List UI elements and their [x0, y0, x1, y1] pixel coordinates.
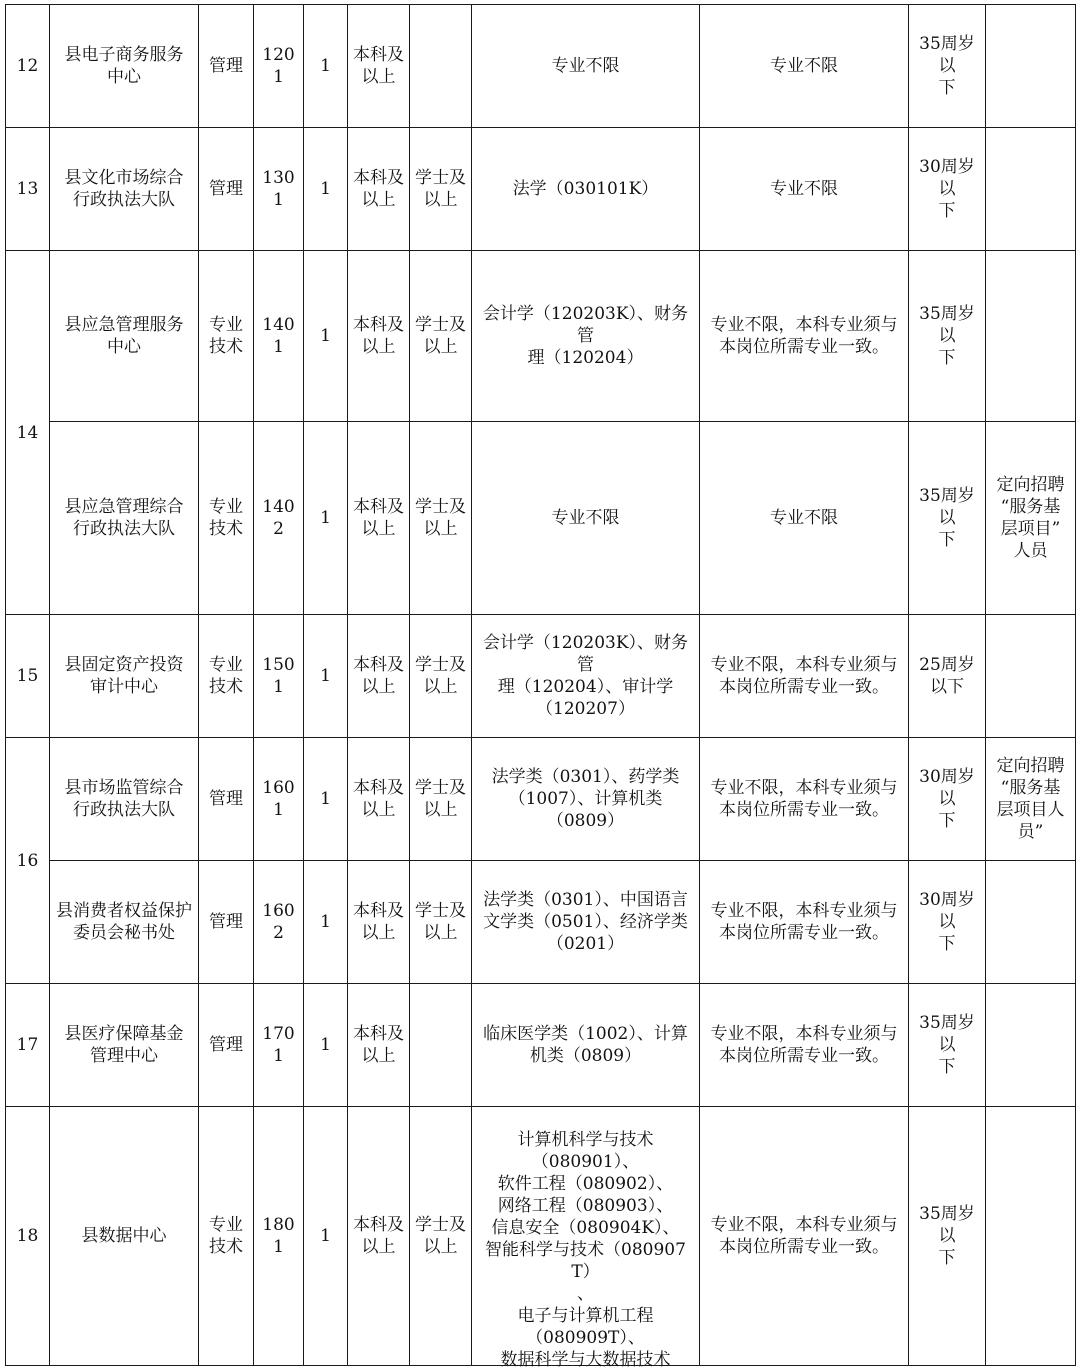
major-undergrad-cell: 法学类（0301）、中国语言 文学类（0501）、经济学类 （0201） — [472, 861, 700, 984]
count-cell: 1 — [304, 984, 348, 1107]
degree-cell: 学士及 以上 — [410, 861, 472, 984]
degree-cell — [410, 5, 472, 128]
count-cell: 1 — [304, 422, 348, 615]
education-cell: 本科及 以上 — [348, 128, 410, 251]
note-cell — [986, 128, 1076, 251]
unit-cell: 县消费者权益保护 委员会秘书处 — [50, 861, 199, 984]
age-cell: 35周岁以 下 — [909, 422, 986, 615]
major-undergrad-cell — [472, 1107, 700, 1370]
major-undergrad-cell: 专业不限 — [472, 422, 700, 615]
major-grad-cell: 专业不限，本科专业须与 本岗位所需专业一致。 — [700, 615, 909, 738]
seq-cell: 17 — [6, 984, 50, 1107]
degree-cell: 学士及 以上 — [410, 738, 472, 861]
degree-cell: 学士及 以上 — [410, 1107, 472, 1366]
table-row — [6, 615, 1076, 738]
major-grad-cell: 专业不限 — [700, 422, 909, 615]
category-cell: 管理 — [199, 738, 254, 861]
degree-cell: 学士及 以上 — [410, 422, 472, 615]
degree-cell: 学士及 以上 — [410, 615, 472, 738]
seq-cell: 18 — [6, 1107, 50, 1366]
education-cell: 本科及 以上 — [348, 984, 410, 1107]
major-undergrad-cell: 法学（030101K） — [472, 128, 700, 251]
count-cell: 1 — [304, 615, 348, 738]
major-undergrad-cell: 会计学（120203K）、财务管 理（120204） — [472, 251, 700, 422]
major-grad-cell: 专业不限 — [700, 5, 909, 128]
unit-cell: 县文化市场综合 行政执法大队 — [50, 128, 199, 251]
category-cell: 管理 — [199, 984, 254, 1107]
degree-cell: 学士及 以上 — [410, 251, 472, 422]
major-undergrad-text: 计算机科学与技术 （080901）、 软件工程（080902）、 网络工程（080903）、 信息安全（080904K）、 智能科学与技术（080907T） 、 电子与计算机工程 （080909T）、 数据科学与大数据技术 — [485, 1130, 686, 1370]
code-cell: 1602 — [254, 861, 304, 984]
table-row — [6, 422, 1076, 615]
unit-cell: 县应急管理综合 行政执法大队 — [50, 422, 199, 615]
major-grad-cell: 专业不限 — [700, 128, 909, 251]
category-cell: 专业 技术 — [199, 615, 254, 738]
note-cell: 定向招聘 “服务基 层项目人 员” — [986, 738, 1076, 861]
table-row — [6, 1107, 1076, 1366]
degree-cell — [410, 984, 472, 1107]
major-undergrad-cell: 临床医学类（1002）、计算 机类（0809） — [472, 984, 700, 1107]
note-cell: 定向招聘 “服务基 层项目” 人员 — [986, 422, 1076, 615]
seq-cell: 12 — [6, 5, 50, 128]
major-grad-cell: 专业不限，本科专业须与 本岗位所需专业一致。 — [700, 861, 909, 984]
age-cell: 30周岁以 下 — [909, 738, 986, 861]
education-cell: 本科及 以上 — [348, 422, 410, 615]
major-undergrad-cell: 法学类（0301）、药学类 （1007）、计算机类 （0809） — [472, 738, 700, 861]
education-cell: 本科及 以上 — [348, 615, 410, 738]
table-row — [6, 5, 1076, 128]
unit-cell: 县数据中心 — [50, 1107, 199, 1366]
unit-cell: 县固定资产投资 审计中心 — [50, 615, 199, 738]
code-cell: 1601 — [254, 738, 304, 861]
note-cell — [986, 5, 1076, 128]
education-cell: 本科及 以上 — [348, 251, 410, 422]
category-cell: 专业 技术 — [199, 1107, 254, 1366]
table-row — [6, 984, 1076, 1107]
table-row — [6, 251, 1076, 422]
category-cell: 专业 技术 — [199, 422, 254, 615]
count-cell: 1 — [304, 5, 348, 128]
note-cell — [986, 1107, 1076, 1366]
code-cell: 1201 — [254, 5, 304, 128]
age-cell: 35周岁以 下 — [909, 984, 986, 1107]
age-cell: 25周岁 以下 — [909, 615, 986, 738]
age-cell: 30周岁以 下 — [909, 128, 986, 251]
major-undergrad-clip — [476, 1129, 695, 1370]
count-cell: 1 — [304, 861, 348, 984]
code-cell: 1401 — [254, 251, 304, 422]
table-row — [6, 861, 1076, 984]
code-cell: 1402 — [254, 422, 304, 615]
code-cell: 1301 — [254, 128, 304, 251]
major-grad-cell: 专业不限，本科专业须与 本岗位所需专业一致。 — [700, 738, 909, 861]
age-cell: 35周岁以 下 — [909, 251, 986, 422]
major-grad-cell: 专业不限，本科专业须与 本岗位所需专业一致。 — [700, 984, 909, 1107]
count-cell: 1 — [304, 1107, 348, 1366]
seq-cell: 14 — [6, 251, 50, 615]
code-cell: 1701 — [254, 984, 304, 1107]
major-grad-cell: 专业不限，本科专业须与 本岗位所需专业一致。 — [700, 251, 909, 422]
code-cell: 1501 — [254, 615, 304, 738]
note-cell — [986, 251, 1076, 422]
category-cell: 专业 技术 — [199, 251, 254, 422]
seq-cell: 13 — [6, 128, 50, 251]
job-positions-table — [5, 4, 1076, 1370]
seq-cell: 16 — [6, 738, 50, 984]
category-cell: 管理 — [199, 5, 254, 128]
education-cell: 本科及 以上 — [348, 861, 410, 984]
category-cell: 管理 — [199, 128, 254, 251]
table-row — [6, 128, 1076, 251]
count-cell: 1 — [304, 251, 348, 422]
seq-cell: 15 — [6, 615, 50, 738]
unit-cell: 县市场监管综合 行政执法大队 — [50, 738, 199, 861]
count-cell: 1 — [304, 738, 348, 861]
note-cell — [986, 984, 1076, 1107]
degree-cell: 学士及 以上 — [410, 128, 472, 251]
education-cell: 本科及 以上 — [348, 738, 410, 861]
category-cell: 管理 — [199, 861, 254, 984]
major-undergrad-cell: 会计学（120203K）、财务管 理（120204）、审计学 （120207） — [472, 615, 700, 738]
unit-cell: 县医疗保障基金 管理中心 — [50, 984, 199, 1107]
education-cell: 本科及 以上 — [348, 1107, 410, 1366]
age-cell: 30周岁以 下 — [909, 861, 986, 984]
note-cell — [986, 615, 1076, 738]
unit-cell: 县应急管理服务 中心 — [50, 251, 199, 422]
note-cell — [986, 861, 1076, 984]
code-cell: 1801 — [254, 1107, 304, 1366]
major-undergrad-cell: 专业不限 — [472, 5, 700, 128]
age-cell: 35周岁以 下 — [909, 1107, 986, 1366]
table-row — [6, 738, 1076, 861]
unit-cell: 县电子商务服务 中心 — [50, 5, 199, 128]
major-grad-cell: 专业不限，本科专业须与 本岗位所需专业一致。 — [700, 1107, 909, 1366]
count-cell: 1 — [304, 128, 348, 251]
education-cell: 本科及 以上 — [348, 5, 410, 128]
age-cell: 35周岁以 下 — [909, 5, 986, 128]
